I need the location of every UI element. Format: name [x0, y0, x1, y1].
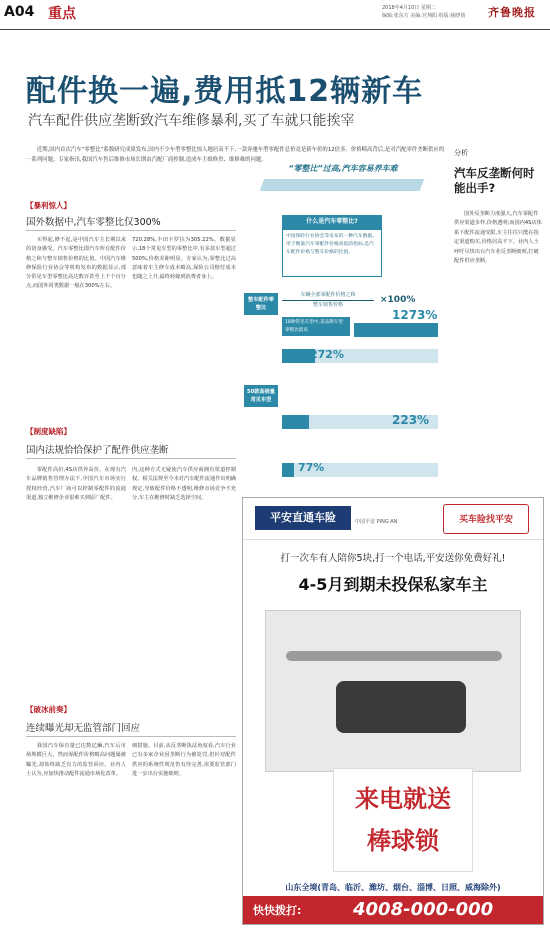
formula-denominator: 整车销售价格 [312, 302, 343, 308]
ratio-bar-1 [354, 323, 438, 337]
section1-column-2: 720.28%,丰田卡罗拉为305.22%。数据显示,18个常见车型的零整比中,有多款车型超过500%,价格差距明显。专家认为,零整比过高意味着车主修车成本畸高,保险公司赔付成本也随之上升,最终转嫁到消费者身上。 [132, 237, 236, 281]
section3-column-2: 细措施。目前,从反垄断执法角度看,汽车行业已有多家企业因垄断行为被处罚,但针对配件供应的系统性规范仍有待完善,需要监管部门进一步出台实施细则。 [132, 743, 236, 777]
steering-lock-image [265, 610, 521, 772]
lock-bar-shape [286, 651, 502, 661]
sidebar-title: 汽车反垄断何时能出手? [454, 166, 535, 195]
ratio-value-4: 77% [298, 461, 325, 474]
ad-region: 山东全境(青岛、临沂、潍坊、烟台、淄博、日照、威海除外) [285, 883, 501, 892]
section1-heading: 国外数据中,汽车零整比仅300% [26, 217, 161, 228]
ratio-bar-1-track [354, 323, 438, 337]
road-graphic [260, 179, 424, 191]
page-header [0, 0, 550, 30]
ad-brand-logo: 平安直通车险 [255, 506, 351, 530]
ad-slogan-line-1: 来电就送 [355, 785, 451, 813]
hotline-number[interactable]: 4008-000-000 [353, 899, 494, 920]
sidebar-label: 分析 [454, 149, 468, 157]
definition-box-title: 什么是汽车零整比? [282, 215, 382, 229]
definition-box: 中国保险行业协会等发布的一种汽车数据,用于衡量汽车零配件价格高低的指标,是汽车配件价格与整车价格的比值。 [282, 229, 382, 277]
ad-slogan-line-2: 棒球锁 [367, 827, 439, 855]
ratio-note: 18种常见车型中,某品牌车型零整比最高 [282, 317, 350, 336]
article-subheadline: 汽车配件供应垄断致汽车维修暴利,买了车就只能挨宰 [28, 113, 355, 129]
section3-heading: 连续曝光却无监管部门回应 [26, 723, 141, 734]
formula-label: 整车配件零整比 [244, 293, 278, 315]
section1-column-1: 买得起,修不起,是中国汽车主长期以来的切身感受。汽车零整比即汽车所有配件价格之和与整车销售价格的比值。中国汽车维修保险行业协会等机构发布的数据显示,部分常见车型零整比高达数百甚至上千个百分点,而国外同类数据一般在300%左右。 [26, 237, 126, 290]
section2-divider [26, 458, 236, 459]
sidebar-body: 国外反垄断力度强大,汽车零配件供应渠道多样,价格透明;而国内4S店体系下配件流通受限,车主往往只能在指定渠道购买,价格居高不下。业内人士呼吁尽快出台汽车业反垄断细则,打破配件供应垄断。 [454, 211, 542, 265]
sample-label: 50款高销量常见车型 [244, 385, 278, 407]
formula-multiplier: ×100% [380, 295, 416, 305]
section1-divider [26, 230, 236, 231]
section1-label: 【暴利惊人】 [26, 201, 71, 210]
section3-column-1: 我国汽车保有量已达数亿辆,汽车后市场规模巨大。然而零配件价格畸高问题屡被曝光,却始终缺乏有力的监管回应。业内人士认为,应加快推动配件流通市场化改革。 [26, 743, 126, 777]
section-tag: 重点 [48, 6, 76, 22]
editor-credits: 编辑:张东方 美编:宫翔阳 组版:杨晓倩 [382, 13, 466, 19]
section2-label: 【制度缺陷】 [26, 427, 71, 436]
section2-heading: 国内法规恰恰保护了配件供应垄断 [26, 445, 169, 456]
ratio-value-2: 272% [310, 348, 344, 361]
ratio-bar-4 [282, 463, 294, 477]
ad-header [243, 498, 543, 540]
zero-ratio-infographic [242, 163, 442, 491]
ad-brand-badge: 买车险找平安 [443, 504, 529, 534]
section3-divider [26, 736, 236, 737]
formula-numerator: 车辆全部零配件价格之和 [282, 291, 374, 301]
article-headline: 配件换一遍,费用抵12辆新车 [26, 74, 424, 109]
ratio-bar-3 [282, 415, 309, 429]
section2-column-1: 零配件高价,4S店供养高价。在现有汽车品牌销售管理办法下,中国汽车市场实行授权经营,汽车厂商可以控制零配件的流通渠道,独立维修企业很难买到原厂配件。 [26, 467, 126, 501]
ratio-value-3: 223% [392, 413, 430, 427]
issue-date: 2018年4月10日 星期二 [382, 5, 436, 11]
ad-brand-sub: 中国平安 PING AN [355, 519, 398, 525]
ratio-value-1: 1273% [392, 308, 438, 322]
section2-column-2: 内,这种方式无疑使汽车供应商拥有渠道控制权。相关法规至今未对汽车配件流通作出明确规定,导致配件价格不透明,维修市场竞争不充分,车主在维修时缺乏选择空间。 [132, 467, 236, 501]
insurance-advertisement[interactable] [242, 497, 544, 925]
ratio-bar-2-track [282, 349, 438, 363]
phone-icon-label: 快快拨打: [253, 904, 302, 917]
ad-hotline-bar[interactable] [243, 896, 543, 924]
ad-offer-line: 打一次车有人陪你5块,打一个电话,平安送你免费好礼! [280, 553, 506, 564]
infographic-title: “零整比”过高,汽车容易养车难 [288, 164, 398, 173]
lock-body-shape [336, 681, 466, 733]
ad-target-line: 4-5月到期未投保私家车主 [298, 575, 488, 594]
section3-label: 【破冰前奏】 [26, 705, 71, 714]
newspaper-name: 齐鲁晚报 [488, 6, 536, 19]
page-number: A04 [4, 4, 35, 20]
article-lead: 近期,国内首次汽车“零整比”系数研究成果发布,国内不少车型零整比惊人地居高不下,一款奔驰车型零配件总价竟是新车价的12倍多。价格畸高背后,是对汽配零件垄断供应的一系列问题。专家指出,我国汽车售后维修市场长期由汽配厂商控制,造成车主维修贵、维修难的问题。 [26, 147, 445, 163]
ad-slogan-box [333, 768, 473, 872]
